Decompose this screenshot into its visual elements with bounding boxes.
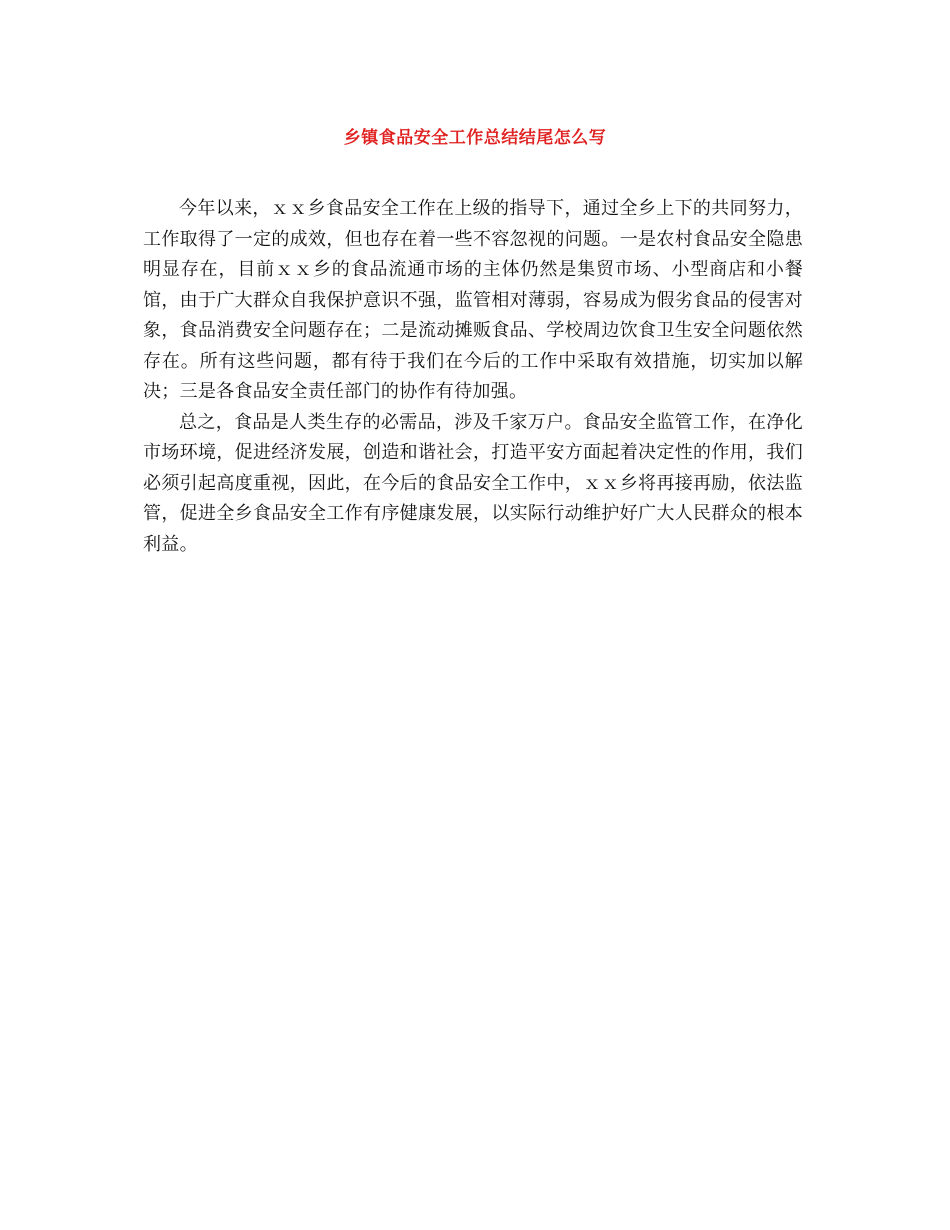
body-paragraph-2: 总之，食品是人类生存的必需品，涉及千家万户。食品安全监管工作，在净化市场环境，促进经济发展，创造和谐社会，打造平安方面起着决定性的作用，我们必须引起高度重视，因此，在今后的食品安全工作中，ｘｘ乡将再接再励，依法监管，促进全乡食品安全工作有序健康发展，以实际行动维护好广大人民群众的根本利益。 <box>143 411 803 555</box>
document-title: 乡镇食品安全工作总结结尾怎么写 <box>343 128 607 148</box>
document-body <box>143 194 803 560</box>
body-paragraph-1: 今年以来，ｘｘ乡食品安全工作在上级的指导下，通过全乡上下的共同努力，工作取得了一定的成效，但也存在着一些不容忽视的问题。一是农村食品安全隐患明显存在，目前ｘｘ乡的食品流通市场的主体仍然是集贸市场、小型商店和小餐馆，由于广大群众自我保护意识不强，监管相对薄弱，容易成为假劣食品的侵害对象，食品消费安全问题存在；二是流动摊贩食品、学校周边饮食卫生安全问题依然存在。所有这些问题，都有待于我们在今后的工作中采取有效措施，切实加以解决；三是各食品安全责任部门的协作有待加强。 <box>143 198 803 402</box>
